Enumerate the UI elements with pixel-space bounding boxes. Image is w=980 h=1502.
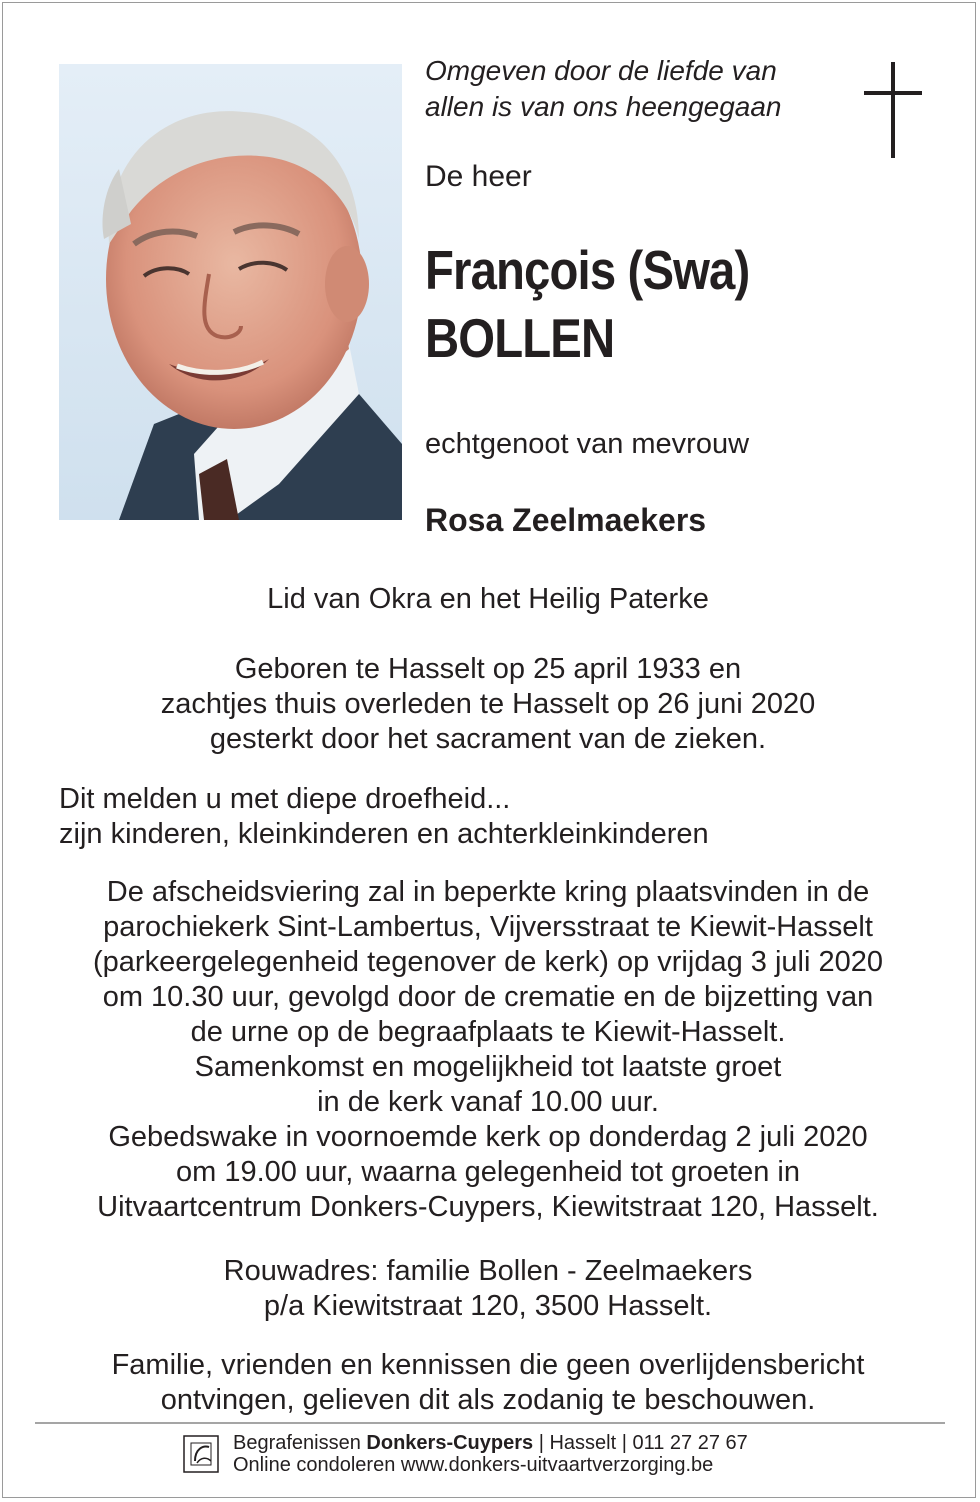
portrait-photo [59, 64, 402, 520]
closing-text [0, 1348, 976, 1418]
footer [183, 1432, 748, 1476]
footer-prefix: Begrafenissen [233, 1432, 367, 1454]
text-line: om 10.30 uur, gevolgd door de crematie en de bijzetting van [102, 981, 874, 1013]
text-line: de urne op de begraafplaats te Kiewit-Hasselt. [190, 1016, 786, 1048]
text-line: Rouwadres: familie Bollen - Zeelmaekers [223, 1255, 753, 1287]
text-line: De afscheidsviering zal in beperkte kring plaatsvinden in de [106, 876, 870, 908]
text-line: gesterkt door het sacrament van de zieken. [209, 723, 767, 755]
intro-line: allen is van ons heengegaan [425, 91, 782, 122]
company-name: Donkers-Cuypers [366, 1432, 534, 1454]
text-line: (parkeergelegenheid tegenover de kerk) op vrijdag 3 juli 2020 [93, 946, 883, 978]
text-line: ontvingen, gelieven dit als zodanig te beschouwen. [160, 1384, 816, 1416]
footer-website[interactable]: Online condoleren www.donkers-uitvaartverzorging.be [233, 1454, 714, 1476]
text-line: om 19.00 uur, waarna gelegenheid tot groeten in [176, 1156, 800, 1188]
cross-icon [864, 62, 922, 158]
text-line: Uitvaartcentrum Donkers-Cuypers, Kiewitstraat 120, Hasselt. [97, 1191, 879, 1223]
intro-text [425, 53, 845, 125]
name-line: BOLLEN [425, 307, 615, 369]
text-line: in de kerk vanaf 10.00 uur. [317, 1086, 659, 1118]
footer-contact: | Hasselt | 011 27 27 67 [533, 1432, 748, 1454]
text-line: Samenkomst en mogelijkheid tot laatste groet [194, 1051, 782, 1083]
spouse-intro: echtgenoot van mevrouw [425, 428, 750, 460]
footer-text [233, 1432, 748, 1476]
address-text [0, 1254, 976, 1324]
birth-death-text [0, 652, 976, 757]
footer-divider [35, 1422, 945, 1424]
text-line: zachtjes thuis overleden te Hasselt op 26 juni 2020 [160, 688, 816, 720]
text-line: Gebedswake in voornoemde kerk op donderdag 2 juli 2020 [108, 1121, 868, 1153]
footer-line-1 [233, 1432, 748, 1454]
text-line: Geboren te Hasselt op 25 april 1933 en [234, 653, 742, 685]
deceased-name [425, 236, 872, 372]
announcement-text [59, 782, 939, 852]
membership-text: Lid van Okra en het Heilig Paterke [267, 583, 709, 615]
intro-line: Omgeven door de liefde van [425, 55, 777, 86]
honorific: De heer [425, 160, 532, 193]
text-line: zijn kinderen, kleinkinderen en achterkleinkinderen [59, 818, 709, 850]
spouse-name: Rosa Zeelmaekers [425, 502, 707, 538]
funeral-home-logo-icon [183, 1435, 219, 1473]
ceremony-text [0, 875, 976, 1225]
text-line: Familie, vrienden en kennissen die geen overlijdensbericht [111, 1349, 865, 1381]
name-line: François (Swa) [425, 239, 750, 301]
text-line: Dit melden u met diepe droefheid... [59, 783, 511, 815]
text-line: parochiekerk Sint-Lambertus, Vijversstraat te Kiewit-Hasselt [103, 911, 873, 943]
text-line: p/a Kiewitstraat 120, 3500 Hasselt. [263, 1290, 713, 1322]
